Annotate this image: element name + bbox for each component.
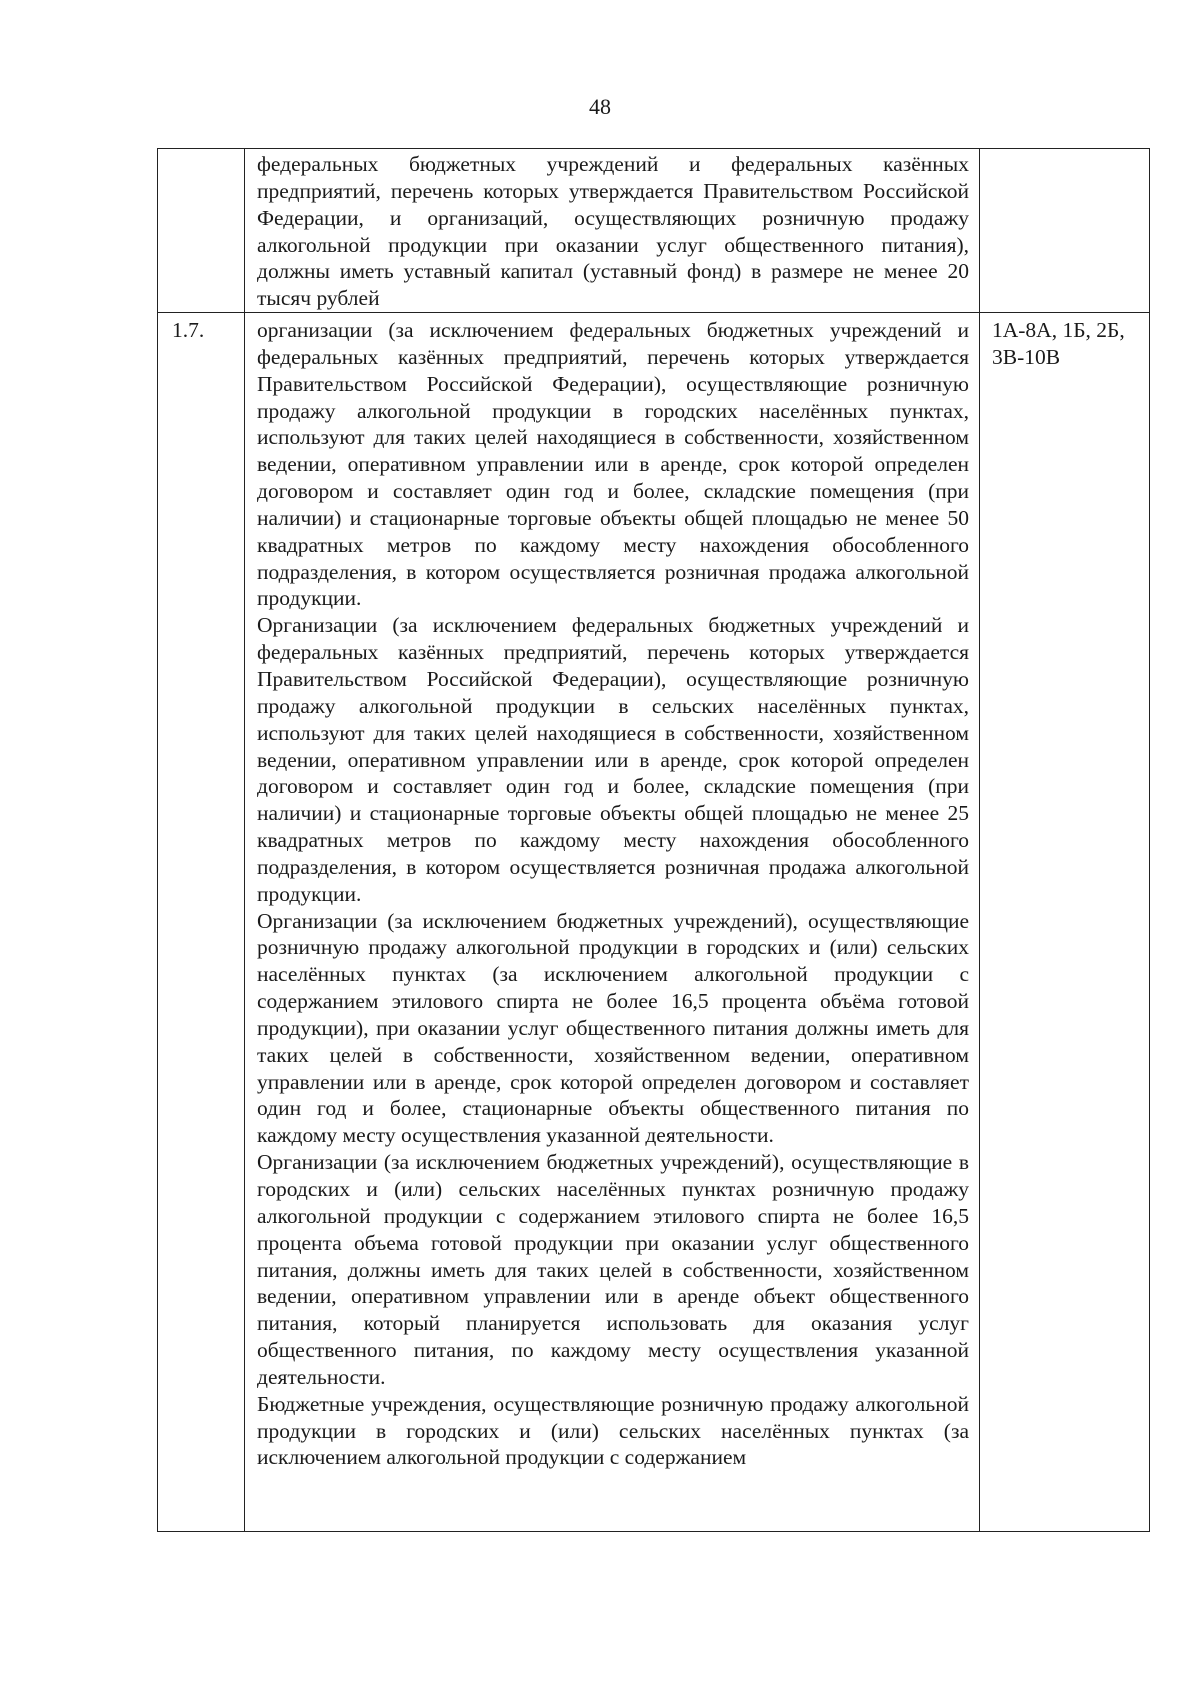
paragraph-5: Бюджетные учреждения, осуществляющие розничную продажу алкогольной продукции в городских и (или) сельских населённых пунктах (за исключением алкогольной продукции с содержанием (257, 1391, 969, 1470)
requirements-table (157, 148, 1150, 1532)
column-divider-number (244, 149, 245, 1531)
page-number: 48 (589, 94, 611, 119)
row-number: 1.7. (172, 318, 205, 342)
column-divider-codes (979, 149, 980, 1531)
paragraph-1: организации (за исключением федеральных бюджетных учреждений и федеральных казённых предприятий, перечень которых утверждается Правительством Российской Федерации), осуществляющие розничную продажу алкогольной продукции в городских населённых пунктах, используют для таких целей находящиеся в собственности, хозяйственном ведении, оперативном управлении или в аренде, срок которой определен договором и составляет один год и более, складские помещения (при наличии) и стационарные торговые объекты общей площадью не менее 50 квадратных метров по каждому месту нахождения обособленного подразделения, в котором осуществляется розничная продажа алкогольной продукции. (257, 318, 969, 611)
paragraph-2: Организации (за исключением федеральных бюджетных учреждений и федеральных казённых предприятий, перечень которых утверждается Правительством Российской Федерации), осуществляющие розничную продажу алкогольной продукции в сельских населённых пунктах, используют для таких целей находящиеся в собственности, хозяйственном ведении, оперативном управлении или в аренде, срок которой определен договором и составляет один год и более, складские помещения (при наличии) и стационарные торговые объекты общей площадью не менее 25 квадратных метров по каждому месту нахождения обособленного подразделения, в котором осуществляется розничная продажа алкогольной продукции. (257, 613, 969, 906)
continuation-text: федеральных бюджетных учреждений и федеральных казённых предприятий, перечень которых утверждается Правительством Российской Федерации, и организаций, осуществляющих розничную продажу алкогольной продукции при оказании услуг общественного питания), должны иметь уставный капитал (уставный фонд) в размере не менее 20 тысяч рублей (257, 152, 969, 311)
paragraph-4: Организации (за исключением бюджетных учреждений), осуществляющие в городских и (или) сельских населённых пунктах розничную продажу алкогольной продукции с содержанием этилового спирта не более 16,5 процента объема готовой продукции при оказании услуг общественного питания, должны иметь для таких целей в собственности, хозяйственном ведении, оперативном управлении или в аренде объект общественного питания, который планируется использовать для оказания услуг общественного питания, по каждому месту осуществления указанной деятельности. (257, 1150, 969, 1389)
requirement-cell (257, 317, 969, 1471)
row-codes: 1А-8А, 1Б, 2Б, 3В-10В (992, 318, 1125, 369)
continuation-cell (257, 151, 969, 312)
paragraph-3: Организации (за исключением бюджетных учреждений), осуществляющие розничную продажу алкогольной продукции в городских и (или) сельских населённых пунктах (за исключением алкогольной продукции с содержанием этилового спирта не более 16,5 процента объёма готовой продукции), при оказании услуг общественного питания должны иметь для таких целей в собственности, хозяйственном ведении, оперативном управлении или в аренде, срок которой определен договором и составляет один год и более, стационарные объекты общественного питания по каждому месту осуществления указанной деятельности. (257, 908, 969, 1148)
row-divider (158, 312, 1149, 313)
